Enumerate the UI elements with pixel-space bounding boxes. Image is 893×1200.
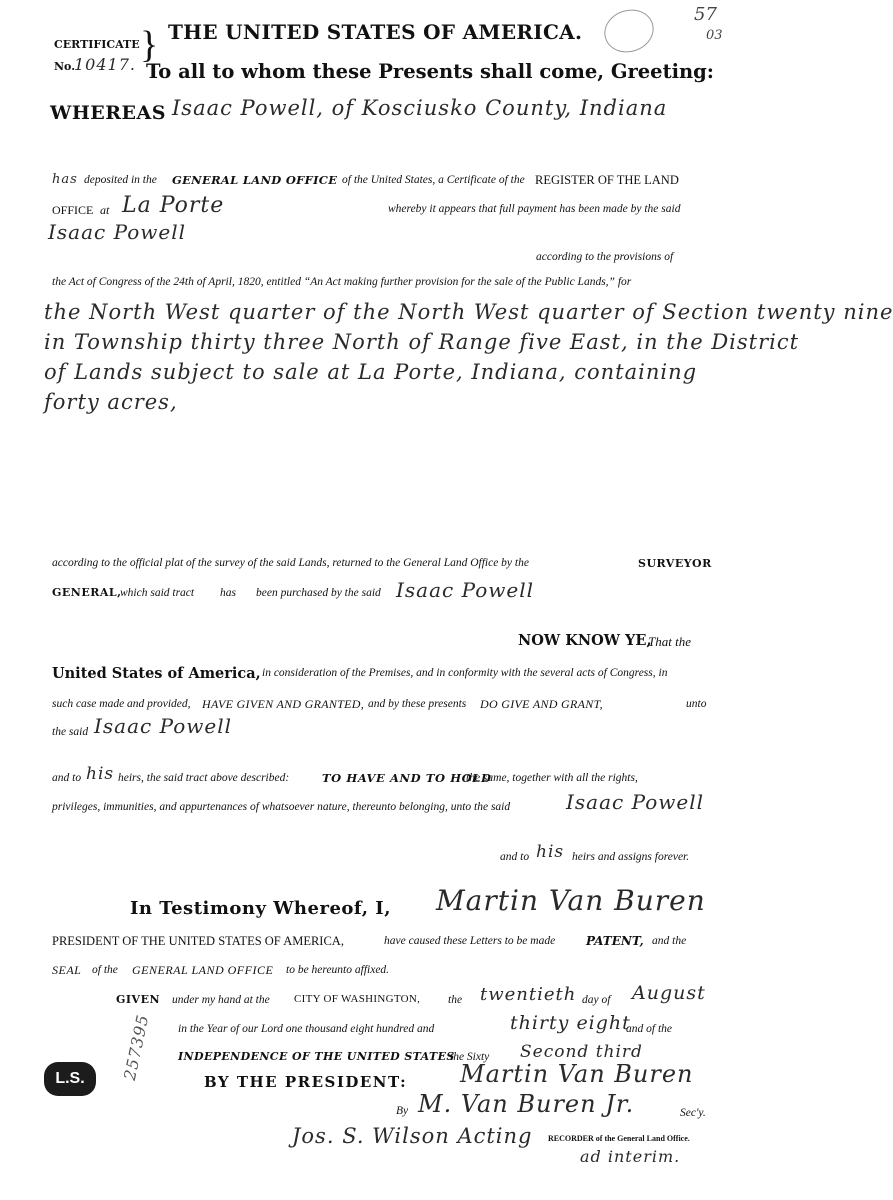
grantee-name-1: Isaac Powell xyxy=(48,220,187,244)
margin-number: 257395 xyxy=(120,1012,153,1082)
recorder-label: RECORDER of the General Land Office. xyxy=(548,1134,690,1143)
grantee-name-3: Isaac Powell xyxy=(94,714,233,738)
has-handwritten: has xyxy=(52,172,78,187)
certificate-of-text: of the United States, a Certificate of the xyxy=(342,174,525,186)
and-to-text: and to xyxy=(52,772,82,784)
by-text: By xyxy=(396,1105,409,1117)
grantee-name-4: Isaac Powell xyxy=(566,790,705,814)
grantee-name-2: Isaac Powell xyxy=(396,578,535,602)
president-title: PRESIDENT OF THE UNITED STATES OF AMERICA, xyxy=(52,934,344,948)
the-text: the xyxy=(448,994,463,1006)
purchased-text: been purchased by the said xyxy=(256,587,381,599)
patent-label: PATENT, xyxy=(586,934,644,948)
day-value: twentieth xyxy=(480,984,577,1005)
privileges-text: privileges, immunities, and appurtenances of whatsoever nature, thereunto belonging, unto the said xyxy=(52,801,511,813)
by-these-text: and by these presents xyxy=(368,698,467,710)
year-text: in the Year of our Lord one thousand eight hundred and xyxy=(178,1023,435,1035)
and-the-text: and the xyxy=(652,935,687,947)
document-title: THE UNITED STATES OF AMERICA. xyxy=(168,20,583,44)
unto-text: unto xyxy=(686,698,707,710)
register-label: REGISTER OF THE LAND xyxy=(535,173,679,187)
to-have-and-to-hold: TO HAVE AND TO HOLD xyxy=(322,771,492,785)
usa-label: United States of America, xyxy=(52,665,261,682)
land-description-1: the North West quarter of the North West quarter of Section twenty nine xyxy=(44,300,893,324)
at-label: at xyxy=(100,203,110,217)
rights-text: the same, together with all the rights, xyxy=(466,772,638,784)
seal-word: SEAL xyxy=(52,963,82,977)
land-description-2: in Township thirty three North of Range five East, in the District xyxy=(44,330,800,354)
recorder-signature: Jos. S. Wilson Acting xyxy=(292,1124,533,1148)
his-handwritten-1: his xyxy=(86,764,115,784)
certificate-number: 10417. xyxy=(74,55,136,74)
by-the-president: BY THE PRESIDENT: xyxy=(204,1073,408,1091)
corner-oval-mark xyxy=(599,3,660,58)
now-know-ye: NOW KNOW YE, xyxy=(518,632,652,649)
land-description-3: of Lands subject to sale at La Porte, Indiana, containing xyxy=(44,360,698,384)
grantee-line: Isaac Powell, of Kosciusko County, Indiana xyxy=(172,96,668,120)
affixed-text: to be hereunto affixed. xyxy=(286,964,390,976)
act-text: the Act of Congress of the 24th of April, 1820, entitled “An Act making further provision for the sale of the Public Lands,” for xyxy=(52,276,632,288)
month-value: August xyxy=(632,982,706,1004)
of-the-text: of the xyxy=(92,964,118,976)
testimony-intro: In Testimony Whereof, I, xyxy=(130,898,391,919)
president-signature: Martin Van Buren xyxy=(436,884,706,917)
whereas-label: WHEREAS xyxy=(50,102,167,124)
that-the-text: That the xyxy=(648,634,691,649)
heirs-text: heirs, the said tract above described: xyxy=(118,772,290,784)
city-label: CITY OF WASHINGTON, xyxy=(294,993,421,1005)
under-hand-text: under my hand at the xyxy=(172,994,270,1006)
tract-text: which said tract xyxy=(120,587,195,599)
number-label: No. xyxy=(54,60,76,73)
payment-text: whereby it appears that full payment has been made by the said xyxy=(388,203,681,215)
general-label: GENERAL, xyxy=(52,586,122,599)
corner-subnumber: 03 xyxy=(706,28,723,43)
given-label: GIVEN xyxy=(116,993,161,1006)
land-description-4: forty acres, xyxy=(44,390,178,414)
corner-number: 57 xyxy=(694,4,717,25)
year-value: thirty eight xyxy=(510,1012,631,1034)
assigns-text: heirs and assigns forever. xyxy=(572,851,690,863)
independence-label: INDEPENDENCE OF THE UNITED STATES xyxy=(178,1050,455,1063)
deposited-text: deposited in the xyxy=(84,174,157,186)
seal-badge: L.S. xyxy=(44,1062,96,1096)
do-give-text: DO GIVE AND GRANT, xyxy=(480,697,603,711)
ad-interim: ad interim. xyxy=(580,1147,681,1166)
header-brace: } xyxy=(140,24,159,66)
his-handwritten-2: his xyxy=(536,842,565,862)
letters-text: have caused these Letters to be made xyxy=(384,935,556,947)
greeting: To all to whom these Presents shall come, Greeting: xyxy=(146,60,715,83)
secy-text: Sec'y. xyxy=(680,1107,706,1119)
office-label: OFFICE xyxy=(52,203,94,217)
president-signature-2: Martin Van Buren xyxy=(460,1060,694,1088)
plat-text: according to the official plat of the survey of the said Lands, returned to the General Land Office by the xyxy=(52,557,529,569)
case-made-text: such case made and provided, xyxy=(52,698,191,710)
provisions-text: according to the provisions of xyxy=(536,251,674,263)
independence-year-value: Second third xyxy=(520,1042,643,1062)
has-text: has xyxy=(220,587,236,599)
and-of-the-text: and of the xyxy=(626,1023,672,1035)
glo-word: GENERAL LAND OFFICE xyxy=(132,963,274,977)
general-land-office-label: GENERAL LAND OFFICE xyxy=(172,173,338,187)
surveyor-label: SURVEYOR xyxy=(638,557,712,570)
the-said-text: the said xyxy=(52,726,89,738)
have-given-text: HAVE GIVEN AND GRANTED, xyxy=(202,697,365,711)
and-to-text-2: and to xyxy=(500,851,530,863)
the-sixty-text: the Sixty xyxy=(450,1051,490,1063)
office-place: La Porte xyxy=(122,193,225,218)
consideration-text: in consideration of the Premises, and in conformity with the several acts of Congress, in xyxy=(262,667,668,679)
certificate-label: CERTIFICATE xyxy=(54,38,140,51)
secretary-signature: M. Van Buren Jr. xyxy=(418,1090,635,1118)
day-of-text: day of xyxy=(582,994,611,1006)
